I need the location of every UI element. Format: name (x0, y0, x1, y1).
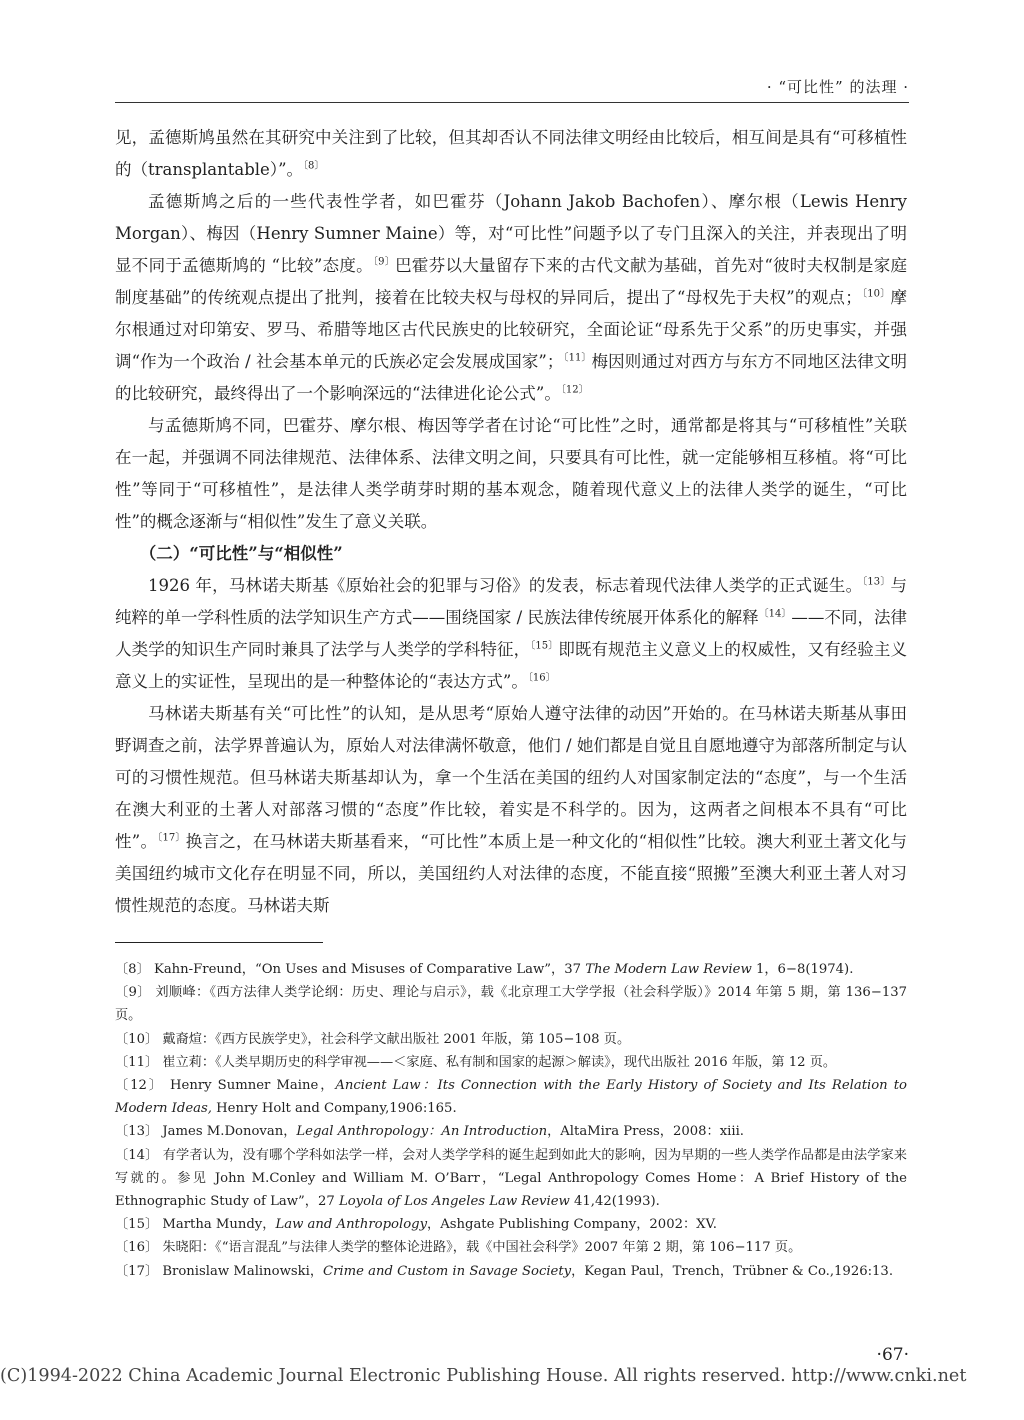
footnotes (115, 958, 907, 1283)
footnote-ref-15[interactable]: 〔15〕 (530, 640, 559, 652)
footnote-ref-11[interactable]: 〔11〕 (563, 352, 592, 364)
footnote-item (115, 1260, 907, 1283)
footnote-text: Henry Sumner Maine， (170, 1078, 336, 1094)
footnote-number: 〔16〕 (115, 1240, 159, 1256)
footnote-ref-17[interactable]: 〔17〕 (157, 832, 186, 844)
footnote-text: 刘顺峰：《西方法律人类学论纲：历史、理论与启示》，载《北京理工大学学报（社会科学版）》2014 年第 5 期，第 136−137 页。 (115, 985, 907, 1024)
paragraph-2-text-d: 梅因则通过对西方与东方不同地区法律文明的比较研究，最终得出了一个影响深远的“法律进化论公式”。 (115, 352, 908, 403)
footnote-item (115, 958, 907, 981)
paragraph-1 (115, 122, 907, 186)
footnote-ref-13[interactable]: 〔13〕 (862, 576, 891, 588)
footnote-item (115, 1051, 907, 1074)
footnote-number: 〔8〕 (115, 962, 150, 977)
footnote-number: 〔15〕 (115, 1217, 159, 1233)
footnote-text-end: ，AltaMira Press，2008：xiii. (547, 1124, 744, 1140)
footnote-number: 〔17〕 (115, 1263, 159, 1279)
footnote-ref-9[interactable]: 〔9〕 (372, 256, 396, 268)
section-heading: （二）“可比性”与“相似性” (139, 544, 343, 563)
footnote-number: 〔14〕 (115, 1147, 159, 1163)
footnote-text: James M.Donovan， (162, 1124, 297, 1140)
footnote-text: Bronislaw Malinowski， (162, 1263, 324, 1279)
paragraph-5-text-b: 换言之，在马林诺夫斯基看来，“可比性”本质上是一种文化的“相似性”比较。澳大利亚土著文化与美国纽约城市文化存在明显不同，所以，美国纽约人对法律的态度，不能直接“照搬”至澳大利亚土著人对习惯性规范的态度。马林诺夫斯 (115, 832, 907, 915)
running-header (115, 72, 909, 103)
footnote-number: 〔13〕 (115, 1124, 159, 1140)
paragraph-3: 与孟德斯鸠不同，巴霍芬、摩尔根、梅因等学者在讨论“可比性”之时，通常都是将其与“可移植性”关联在一起，并强调不同法律规范、法律体系、法律文明之间，只要具有可比性，就一定能够相互移植。将“可比性”等同于“可移植性”，是法律人类学萌芽时期的基本观念，随着现代意义上的法律人类学的诞生，“可比性”的概念逐渐与“相似性”发生了意义关联。 (115, 416, 907, 531)
footnote-item (115, 1213, 907, 1236)
paragraph-5 (115, 698, 907, 922)
footnote-item (115, 1028, 907, 1051)
paragraph-4-text-a: 1926 年，马林诺夫斯基《原始社会的犯罪与习俗》的发表，标志着现代法律人类学的正式诞生。 (148, 576, 863, 595)
footnote-item (115, 981, 907, 1027)
paragraph-4-text-c: ——不同，法律人类学的知识生产同时兼具了法学与人类学的学科特征， (115, 608, 907, 659)
footnote-text: 崔立莉：《人类早期历史的科学审视——＜家庭、私有制和国家的起源＞解读》，现代出版社 2016 年版，第 12 页。 (162, 1054, 837, 1070)
paragraph-2-text-c: 摩尔根通过对印第安、罗马、希腊等地区古代民族史的比较研究，全面论证“母系先于父系”的历史事实，并强调“作为一个政治 / 社会基本单元的氏族必定会发展成国家”； (115, 288, 907, 371)
footnote-italic: Loyola of Los Angeles Law Review (338, 1194, 570, 1210)
paragraph-4-text-b: 与纯粹的单一学科性质的法学知识生产方式——围绕国家 / 民族法律传统展开体系化的解释 (115, 576, 907, 627)
paragraph-2-text-a: 孟德斯鸠之后的一些代表性学者，如巴霍芬（Johann Jakob Bachofen）、摩尔根（Lewis Henry Morgan）、梅因（Henry Sumner Maine）等，对“可比性”问题予以了专门且深入的关注，并表现出了明显不同于孟德斯鸠的 “比较”态度。 (115, 192, 907, 275)
footnote-text: 有学者认为，没有哪个学科如法学一样，会对人类学学科的诞生起到如此大的影响，因为早期的一些人类学作品都是由法学家来写就的。参见 John M.Conley and William M. O’Barr，“Legal Anthropology Comes Home：A Brief History of the Ethnographic Study of Law”，27 (115, 1147, 907, 1210)
footnote-text: Martha Mundy， (162, 1217, 276, 1233)
footnote-text-end: ，Kegan Paul，Trench，Trübner & Co.,1926:13. (571, 1263, 894, 1279)
footnote-ref-10[interactable]: 〔10〕 (861, 288, 891, 300)
paragraph-5-text-a: 马林诺夫斯基有关“可比性”的认知，是从思考“原始人遵守法律的动因”开始的。在马林诺夫斯基从事田野调查之前，法学界普遍认为，原始人对法律满怀敬意，他们 / 她们都是自觉且自愿地遵守为部落所制定与认可的习惯性规范。但马林诺夫斯基却认为，拿一个生活在美国的纽约人对国家制定法的“态度”，与一个生活在澳大利亚的土著人对部落习惯的“态度”作比较，着实是不科学的。因为，这两者之间根本不具有“可比性”。 (115, 704, 907, 851)
footnote-number: 〔10〕 (115, 1031, 159, 1047)
running-title: · “可比性” 的法理 · (766, 78, 909, 96)
footnote-text: 朱晓阳：《“语言混乱”与法律人类学的整体论进路》，载《中国社会科学》2007 年第 2 期，第 106−117 页。 (162, 1240, 802, 1256)
footnote-ref-8[interactable]: 〔8〕 (303, 160, 325, 172)
paragraph-1-text: 见，孟德斯鸠虽然在其研究中关注到了比较，但其却否认不同法律文明经由比较后，相互间是具有“可移植性的（transplantable）”。 (115, 128, 907, 179)
footnote-italic: Law and Anthropology (275, 1217, 428, 1233)
paragraph-2 (115, 186, 907, 410)
main-text (115, 122, 907, 922)
footnote-number: 〔12〕 (115, 1078, 164, 1094)
footnote-text: 戴裔煊：《西方民族学史》，社会科学文献出版社 2001 年版，第 105−108 页。 (162, 1031, 631, 1047)
footnote-italic: Legal Anthropology：An Introduction (296, 1124, 548, 1140)
footnote-divider (115, 942, 323, 943)
paragraph-4 (115, 570, 907, 698)
footnote-text-end: 41,42(1993). (569, 1194, 660, 1210)
footnote-italic: Crime and Custom in Savage Society (323, 1263, 572, 1279)
paragraph-4-text-d: 即既有规范主义意义上的权威性，又有经验主义意义上的实证性，呈现出的是一种整体论的“表达方式”。 (115, 640, 908, 691)
footnote-item (115, 1236, 907, 1259)
footnote-ref-14[interactable]: 〔14〕 (758, 608, 792, 620)
footnote-number: 〔11〕 (115, 1054, 159, 1070)
footnote-text: Kahn-Freund，“On Uses and Misuses of Comparative Law”，37 (153, 962, 586, 977)
footnote-italic: Ancient Law：Its Connection with the Early History of Society and Its Relation to Modern Ideas, (115, 1078, 908, 1117)
footnote-italic: The Modern Law Review (585, 962, 752, 977)
footnote-number: 〔9〕 (115, 985, 151, 1001)
paragraph-2-text-b: 巴霍芬以大量留存下来的古代文献为基础，首先对“彼时夫权制是家庭制度基础”的传统观点提出了批判，接着在比较夫权与母权的异同后，提出了“母权先于夫权”的观点； (115, 256, 907, 307)
footnote-text-end: 1，6−8(1974). (751, 962, 854, 977)
footnote-ref-12[interactable]: 〔12〕 (560, 384, 589, 396)
copyright-notice: (C)1994-2022 China Academic Journal Electronic Publishing House. All rights reserved. http://www.cnki.net (0, 1366, 967, 1386)
footnote-item (115, 1074, 907, 1120)
footnote-item (115, 1144, 907, 1214)
footnote-text-end: ，Ashgate Publishing Company，2002：XV. (427, 1217, 717, 1233)
footnote-text-end: Henry Holt and Company,1906:165. (211, 1101, 457, 1117)
footnote-item (115, 1120, 907, 1143)
footnote-ref-16[interactable]: 〔16〕 (527, 672, 556, 684)
page-number: ·67· (876, 1345, 909, 1365)
